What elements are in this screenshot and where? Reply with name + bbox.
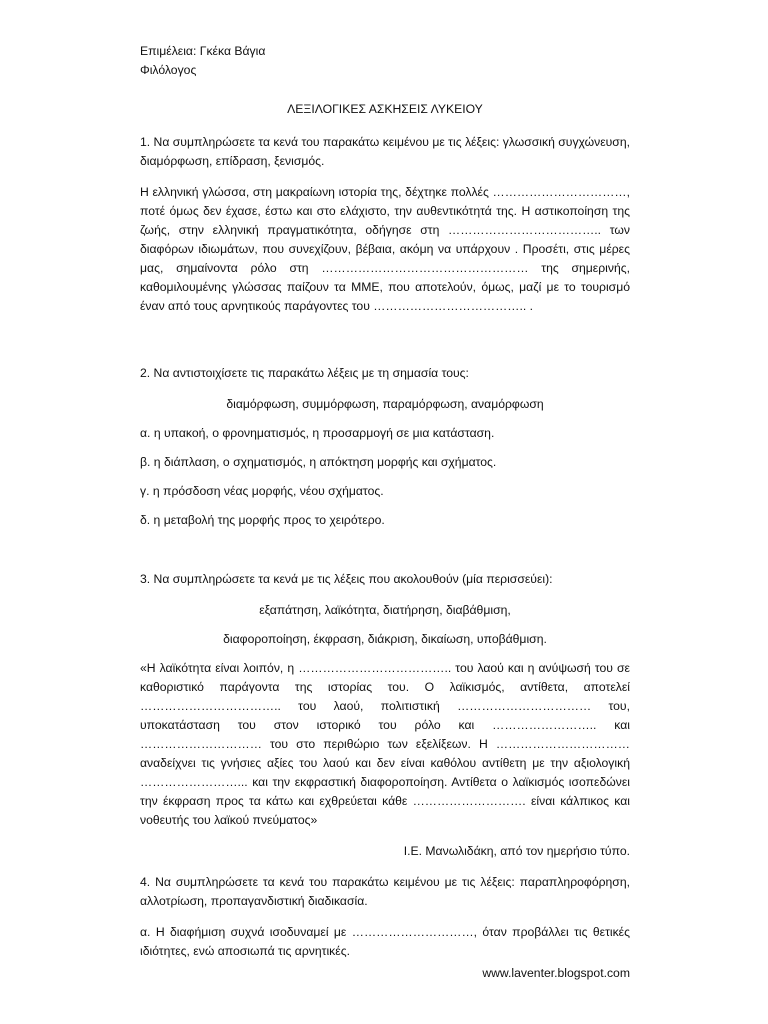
exercise-3-word-list-1: εξαπάτηση, λαϊκότητα, διατήρηση, διαβάθμιση, — [259, 603, 511, 617]
exercise-2-word-list: διαμόρφωση, συμμόρφωση, παραμόρφωση, αναμόρφωση — [226, 397, 544, 411]
exercise-2-item-b: β. η διάπλαση, ο σχηματισμός, η απόκτηση μορφής και σχήματος. — [140, 455, 497, 469]
exercise-3-word-list-2: διαφοροποίηση, έκφραση, διάκριση, δικαίωση, υποβάθμιση. — [223, 632, 547, 646]
footer-url: www.laventer.blogspot.com — [482, 966, 630, 980]
exercise-2-item-a: α. η υπακοή, ο φρονηματισμός, η προσαρμογή σε μια κατάσταση. — [140, 426, 495, 440]
exercise-2-instruction: 2. Να αντιστοιχίσετε τις παρακάτω λέξεις με τη σημασία τους: — [140, 366, 469, 380]
exercise-2-item-c: γ. η πρόσδοση νέας μορφής, νέου σχήματος. — [140, 484, 384, 498]
page-title: ΛΕΞΙΛΟΓΙΚΕΣ ΑΣΚΗΣΕΙΣ ΛΥΚΕΙΟΥ — [287, 102, 483, 116]
exercise-1-instruction: 1. Να συμπληρώσετε τα κενά του παρακάτω κειμένου με τις λέξεις: γλωσσική συγχώνευση, διαμόρφωση, επίδραση, ξενισμός. — [140, 135, 630, 168]
editor-role: Φιλόλογος — [140, 63, 197, 77]
document-body — [140, 42, 630, 961]
spacer — [140, 316, 630, 364]
exercise-1-text: Η ελληνική γλώσσα, στη μακραίωνη ιστορία της, δέχτηκε πολλές ……………………………, ποτέ όμως δεν έχασε, έστω και στο ελάχιστο, την αυθεντικότητά της. Η αστικοποίηση της ζωής, στην ελληνική πραγματικότητα, οδήγησε στη ……………………………….. των διαφόρων ιδιωμάτων, που συνεχίζουν, βέβαια, ακόμη να υπάρχουν . Προσέτι, στις μέρες μας, σημαίνοντα ρόλο στη …………………………………………… της σημερινής, καθομιλουμένης γλώσσας παίζουν τα ΜΜΕ, που αποτελούν, όμως, μαζί με το τουρισμό έναν από τους αρνητικούς παράγοντες του ……………………………….. . — [140, 185, 630, 313]
spacer — [140, 540, 630, 570]
exercise-3-source: Ι.Ε. Μανωλιδάκη, από τον ημερήσιο τύπο. — [403, 844, 630, 858]
editor-name: Επιμέλεια: Γκέκα Βάγια — [140, 44, 266, 58]
exercise-2-item-d: δ. η μεταβολή της μορφής προς το χειρότερο. — [140, 513, 385, 527]
exercise-3-text: «Η λαϊκότητα είναι λοιπόν, η ……………………………….. του λαού και η ανύψωσή του σε καθοριστικό παράγοντα της ιστορίας του. Ο λαϊκισμός, αντίθετα, αποτελεί …………………………….. του λαού, πολιτιστική …………………………… του, υποκατάσταση του στον ιστορικό του ρόλο και …………………….. και ………………………… του στο περιθώριο των εξελίξεων. Η …………………………… αναδείχνει τις γνήσιες αξίες του λαού και δεν είναι καθόλου αντίθετη με την αξιολογική ……………………... και την εκφραστική διαφοροποίηση. Αντίθετα ο λαϊκισμός ισοπεδώνει την έκφραση προς τα κάτω και εχθρεύεται κάθε ………………………. είναι κάλπικος και νοθευτής του λαϊκού πνεύματος» — [140, 661, 630, 827]
exercise-4-item-a: α. Η διαφήμιση συχνά ισοδυναμεί με …………………………, όταν προβάλλει τις θετικές ιδιότητες, ενώ αποσιωπά τις αρνητικές. — [140, 925, 630, 958]
exercise-4-instruction: 4. Να συμπληρώσετε τα κενά του παρακάτω κειμένου με τις λέξεις: παραπληροφόρηση, αλλοτρίωση, προπαγανδιστική διαδικασία. — [140, 875, 630, 908]
exercise-3-instruction: 3. Να συμπληρώσετε τα κενά με τις λέξεις που ακολουθούν (μία περισσεύει): — [140, 572, 553, 586]
